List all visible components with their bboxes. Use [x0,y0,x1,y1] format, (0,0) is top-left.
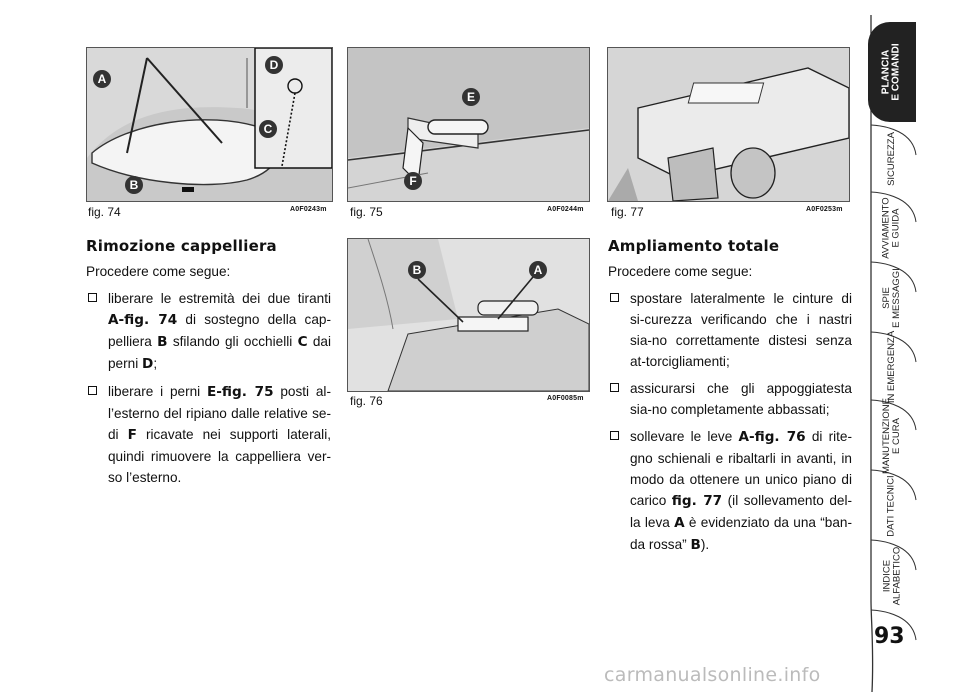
callout-a: A [529,261,547,279]
figure-74-illustration [87,48,332,201]
figure-76 [347,238,590,392]
figure-76-code: A0F0085m [547,395,584,402]
chapter-sidebar [868,0,960,692]
section-rimozione-cappelliera [86,236,331,494]
callout-d: D [265,56,283,74]
callout-b: B [125,176,143,194]
tab-sicurezza[interactable]: SICUREZZA [886,131,897,186]
figure-77-caption: fig. 77 [611,205,644,219]
step-item [608,378,852,420]
figure-77-illustration [608,48,849,201]
section-title: Rimozione cappelliera [86,237,277,255]
watermark: carmanualsonline.info [604,664,821,686]
section-intro: Procedere come segue: [86,264,231,279]
step-item [608,426,852,556]
figure-76-illustration [348,239,589,391]
step-text: sollevare le leve A-fig. 76 di rite-gno schienali e ribaltarli in avanti, in modo da ottenere un unico piano di carico fig. 77 (il sollevamento del-la leva A è evidenziato da una “ban-da rossa” B). [630,429,852,553]
tab-indice-alfabetico[interactable]: INDICE ALFABETICO [881,546,903,606]
step-list [608,288,852,556]
step-text: assicurarsi che gli appoggiatesta sia-no completamente abbassati; [630,381,852,417]
checkbox-bullet-icon [88,293,97,302]
figure-75-caption: fig. 75 [350,205,383,219]
callout-c: C [259,120,277,138]
step-text: spostare lateralmente le cinture di si-curezza verificando che i nastri sia-no correttamente distesi senza at-torcigliamenti; [630,291,852,369]
callout-f: F [404,172,422,190]
step-item [86,288,331,375]
tab-dati-tecnici[interactable]: DATI TECNICI [886,475,897,537]
figure-74 [86,47,333,202]
checkbox-bullet-icon [88,386,97,395]
checkbox-bullet-icon [610,431,619,440]
figure-74-caption: fig. 74 [88,205,121,219]
step-list [86,288,331,488]
checkbox-bullet-icon [610,383,619,392]
figure-75-illustration [348,48,589,201]
tab-avviamento-e-guida[interactable]: AVVIAMENTO E GUIDA [881,197,903,259]
step-text: liberare le estremità dei due tiranti A-fig. 74 di sostegno della cap-pelliera B sfilando gli occhielli C dai perni D; [108,291,331,372]
callout-a: A [93,70,111,88]
tab-plancia-e-comandi[interactable]: PLANCIA E COMANDI [868,22,916,122]
tab-spie-e-messaggi[interactable]: SPIE E MESSAGGI [881,268,902,328]
callout-b: B [408,261,426,279]
section-ampliamento-totale [608,236,852,562]
section-intro: Procedere come segue: [608,264,753,279]
step-text: liberare i perni E-fig. 75 posti al-l’esterno del ripiano dalle relative se-di F ricavate nei supporti laterali, quindi rimuovere la cappelliera ver-so l’esterno. [108,384,332,485]
page-number: 93 [874,624,905,649]
tab-in-emergenza[interactable]: IN EMERGENZA [886,330,897,404]
section-title: Ampliamento totale [608,237,780,255]
figure-74-code: A0F0243m [290,206,327,213]
figure-75 [347,47,590,202]
checkbox-bullet-icon [610,293,619,302]
figure-76-caption: fig. 76 [350,394,383,408]
step-item [608,288,852,372]
step-item [86,381,331,488]
callout-e: E [462,88,480,106]
figure-75-code: A0F0244m [547,206,584,213]
figure-77-code: A0F0253m [806,206,843,213]
tab-manutenzione-e-cura[interactable]: MANUTENZIONE E CURA [881,398,902,474]
figure-77 [607,47,850,202]
